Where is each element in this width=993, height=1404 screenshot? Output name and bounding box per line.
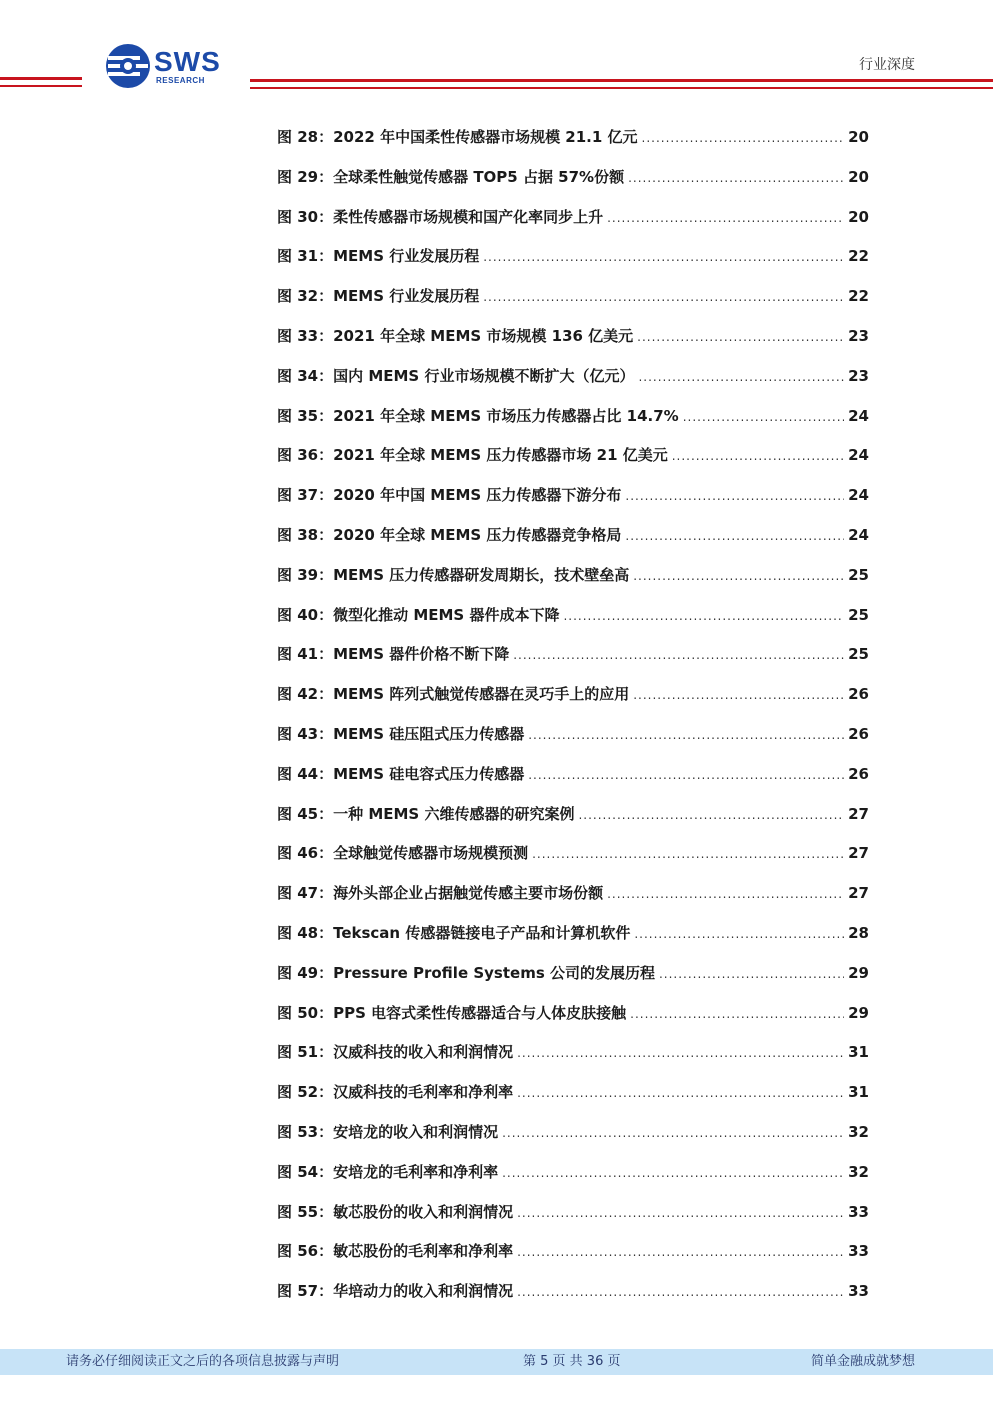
- toc-entry-label: 图 35：2021 年全球 MEMS 市场压力传感器占比 14.7%: [277, 406, 679, 425]
- toc-entry-label: 图 48：Tekscan 传感器链接电子产品和计算机软件: [277, 923, 631, 942]
- toc-entry-page: 23: [848, 366, 869, 385]
- toc-entry-label: 图 56：敏芯股份的毛利率和净利率: [277, 1242, 514, 1261]
- toc-leader-dots: [483, 290, 844, 304]
- toc-entry-label: 图 57：华培动力的收入和利润情况: [277, 1282, 514, 1301]
- toc-entry[interactable]: [277, 1240, 869, 1280]
- toc-leader-dots: [625, 529, 844, 543]
- toc-entry[interactable]: [277, 604, 869, 644]
- toc-entry-label: 图 42：MEMS 阵列式触觉传感器在灵巧手上的应用: [277, 685, 630, 704]
- toc-entry-page: 32: [848, 1162, 869, 1181]
- toc-entry-label: 图 28：2022 年中国柔性传感器市场规模 21.1 亿元: [277, 128, 638, 146]
- toc-entry-page: 25: [848, 605, 869, 624]
- toc-leader-dots: [578, 808, 844, 822]
- toc-entry-label: 图 53：安培龙的收入和利润情况: [277, 1122, 499, 1141]
- toc-entry[interactable]: [277, 166, 869, 206]
- toc-entry[interactable]: [277, 1041, 869, 1081]
- toc-entry-page: 33: [848, 1282, 869, 1301]
- footer-page-number: 第 5 页 共 36 页: [523, 1354, 621, 1369]
- toc-leader-dots: [607, 211, 844, 225]
- toc-entry-page: 31: [848, 1083, 869, 1102]
- toc-entry[interactable]: [277, 1121, 869, 1161]
- toc-entry-page: 24: [848, 525, 869, 544]
- toc-entry-page: 24: [848, 406, 869, 425]
- toc-entry-label: 图 52：汉威科技的毛利率和净利率: [277, 1083, 514, 1102]
- toc-entry[interactable]: [277, 763, 869, 803]
- toc-entry-page: 33: [848, 1202, 869, 1221]
- toc-leader-dots: [630, 1007, 844, 1021]
- toc-leader-dots: [517, 1206, 844, 1220]
- toc-entry-label: 图 49：Pressure Profile Systems 公司的发展历程: [277, 963, 655, 982]
- toc-leader-dots: [672, 449, 844, 463]
- toc-leader-dots: [517, 1086, 844, 1100]
- toc-leader-dots: [633, 569, 844, 583]
- sws-logo: [104, 42, 234, 90]
- toc-entry[interactable]: [277, 524, 869, 564]
- toc-leader-dots: [513, 648, 844, 662]
- toc-leader-dots: [638, 370, 844, 384]
- toc-entry-page: 29: [848, 1003, 869, 1022]
- logo-text: SWS: [154, 46, 221, 77]
- toc-leader-dots: [517, 1046, 844, 1060]
- toc-entry-page: 24: [848, 486, 869, 505]
- toc-leader-dots: [637, 330, 844, 344]
- footer-slogan: 简单金融成就梦想: [810, 1354, 915, 1369]
- header-rule-right-bottom: [250, 87, 993, 89]
- toc-entry-page: 27: [848, 804, 869, 823]
- toc-entry-label: 图 45：一种 MEMS 六维传感器的研究案例: [277, 804, 575, 823]
- figure-list: [277, 126, 869, 1320]
- toc-entry-page: 28: [848, 923, 869, 942]
- toc-leader-dots: [528, 728, 844, 742]
- toc-entry-page: 26: [848, 685, 869, 704]
- toc-entry-label: 图 50：PPS 电容式柔性传感器适合与人体皮肤接触: [277, 1003, 627, 1022]
- toc-leader-dots: [517, 1285, 844, 1299]
- toc-entry[interactable]: [277, 564, 869, 604]
- toc-leader-dots: [502, 1126, 844, 1140]
- header-rule-left-bottom: [0, 85, 82, 87]
- toc-entry-label: 图 29：全球柔性触觉传感器 TOP5 占据 57%份额: [277, 167, 625, 186]
- toc-entry-page: 31: [848, 1043, 869, 1062]
- toc-leader-dots: [502, 1166, 844, 1180]
- toc-entry[interactable]: [277, 803, 869, 843]
- toc-entry-page: 22: [848, 247, 869, 266]
- toc-entry-label: 图 38：2020 年全球 MEMS 压力传感器竞争格局: [277, 525, 622, 544]
- toc-entry[interactable]: [277, 1201, 869, 1241]
- toc-leader-dots: [517, 1245, 844, 1259]
- toc-entry-label: 图 54：安培龙的毛利率和净利率: [277, 1162, 499, 1181]
- toc-entry-label: 图 32：MEMS 行业发展历程: [277, 287, 480, 306]
- toc-entry-label: 图 40：微型化推动 MEMS 器件成本下降: [277, 605, 560, 624]
- toc-entry-page: 20: [848, 128, 869, 146]
- toc-entry-page: 29: [848, 963, 869, 982]
- toc-entry-label: 图 33：2021 年全球 MEMS 市场规模 136 亿美元: [277, 326, 634, 345]
- toc-entry[interactable]: [277, 643, 869, 683]
- toc-entry[interactable]: [277, 1002, 869, 1042]
- toc-entry[interactable]: [277, 882, 869, 922]
- toc-entry-label: 图 39：MEMS 压力传感器研发周期长，技术壁垒高: [277, 565, 630, 584]
- toc-leader-dots: [483, 250, 844, 264]
- toc-entry[interactable]: [277, 285, 869, 325]
- toc-entry-page: 24: [848, 446, 869, 465]
- toc-entry-page: 25: [848, 565, 869, 584]
- toc-entry-page: 20: [848, 207, 869, 226]
- toc-leader-dots: [563, 609, 844, 623]
- toc-entry-page: 32: [848, 1122, 869, 1141]
- toc-entry[interactable]: [277, 962, 869, 1002]
- toc-entry-page: 27: [848, 884, 869, 903]
- toc-entry-label: 图 37：2020 年中国 MEMS 压力传感器下游分布: [277, 486, 622, 505]
- toc-entry[interactable]: [277, 484, 869, 524]
- toc-entry-page: 33: [848, 1242, 869, 1261]
- toc-entry-page: 23: [848, 326, 869, 345]
- toc-leader-dots: [642, 131, 845, 145]
- toc-entry[interactable]: [277, 206, 869, 246]
- toc-entry[interactable]: [277, 405, 869, 445]
- toc-entry[interactable]: [277, 365, 869, 405]
- toc-entry-page: 25: [848, 645, 869, 664]
- toc-entry-label: 图 44：MEMS 硅电容式压力传感器: [277, 764, 525, 783]
- toc-entry[interactable]: [277, 1081, 869, 1121]
- toc-entry-label: 图 41：MEMS 器件价格不断下降: [277, 645, 510, 664]
- toc-entry-label: 图 55：敏芯股份的收入和利润情况: [277, 1202, 514, 1221]
- page-footer: [0, 1349, 993, 1375]
- toc-entry[interactable]: [277, 245, 869, 285]
- toc-entry-label: 图 30：柔性传感器市场规模和国产化率同步上升: [277, 207, 604, 226]
- toc-leader-dots: [633, 688, 844, 702]
- toc-entry[interactable]: [277, 1280, 869, 1320]
- toc-entry-page: 20: [848, 167, 869, 186]
- toc-entry[interactable]: [277, 723, 869, 763]
- toc-leader-dots: [634, 927, 844, 941]
- toc-entry-label: 图 51：汉威科技的收入和利润情况: [277, 1043, 514, 1062]
- footer-disclaimer: 请务必仔细阅读正文之后的各项信息披露与声明: [66, 1354, 340, 1369]
- toc-entry-page: 27: [848, 844, 869, 863]
- toc-leader-dots: [528, 768, 844, 782]
- report-type: 行业深度: [859, 57, 915, 73]
- header-rule-left-top: [0, 77, 82, 80]
- toc-leader-dots: [625, 489, 844, 503]
- page-header: [0, 0, 993, 100]
- toc-leader-dots: [607, 887, 844, 901]
- toc-leader-dots: [532, 847, 844, 861]
- sws-logo-icon: [104, 42, 152, 90]
- toc-entry[interactable]: [277, 1161, 869, 1201]
- toc-entry[interactable]: [277, 444, 869, 484]
- header-rule-right-top: [250, 79, 993, 82]
- toc-entry[interactable]: [277, 126, 869, 166]
- toc-entry-label: 图 31：MEMS 行业发展历程: [277, 247, 480, 266]
- toc-entry[interactable]: [277, 922, 869, 962]
- toc-entry[interactable]: [277, 842, 869, 882]
- toc-leader-dots: [659, 967, 844, 981]
- toc-entry-label: 图 46：全球触觉传感器市场规模预测: [277, 844, 529, 863]
- toc-entry[interactable]: [277, 325, 869, 365]
- toc-entry-label: 图 47：海外头部企业占据触觉传感主要市场份额: [277, 884, 604, 903]
- toc-entry[interactable]: [277, 683, 869, 723]
- toc-entry-page: 22: [848, 287, 869, 306]
- toc-entry-page: 26: [848, 764, 869, 783]
- toc-entry-label: 图 34：国内 MEMS 行业市场规模不断扩大（亿元）: [277, 366, 635, 385]
- toc-entry-label: 图 36：2021 年全球 MEMS 压力传感器市场 21 亿美元: [277, 446, 668, 465]
- toc-entry-page: 26: [848, 724, 869, 743]
- logo-subtext: RESEARCH: [156, 76, 205, 85]
- toc-entry-label: 图 43：MEMS 硅压阻式压力传感器: [277, 724, 525, 743]
- toc-leader-dots: [628, 171, 844, 185]
- toc-leader-dots: [683, 410, 844, 424]
